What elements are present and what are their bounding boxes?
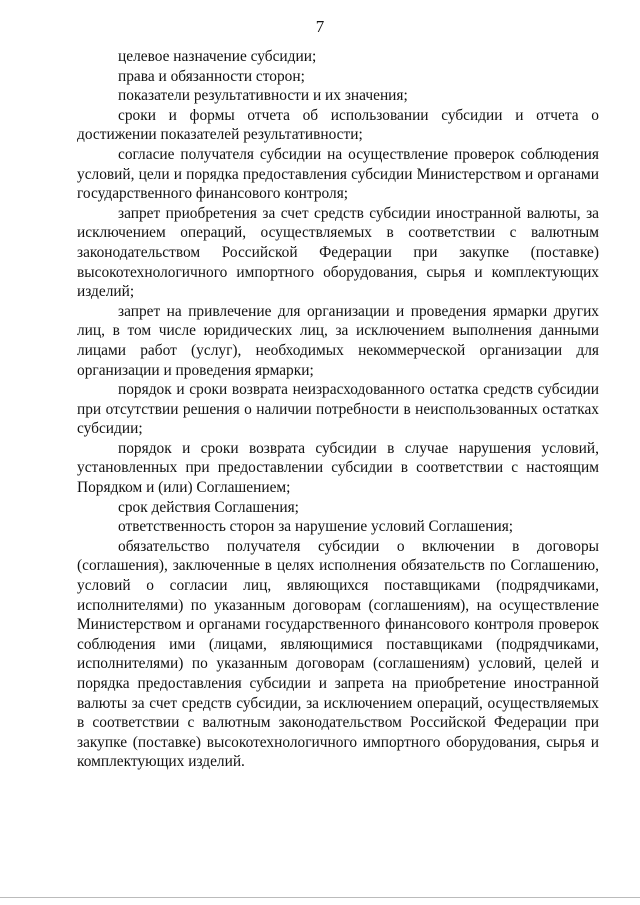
- paragraph-rights-duties: права и обязанности сторон;: [118, 67, 305, 85]
- paragraph-performance-indicators: показатели результативности и их значения;: [118, 87, 408, 105]
- document-body: [77, 47, 599, 772]
- paragraph-third-party-ban: запрет на привлечение для организации и проведения ярмарки других лиц, в том числе юридических лиц, за исключением выполнения данными лицами работ (услуг), необходимых некоммерческой организации для организации и проведения ярмарки;: [77, 302, 599, 379]
- paragraph-liability: ответственность сторон за нарушение условий Соглашения;: [118, 518, 514, 536]
- scan-bottom-edge: [0, 897, 640, 898]
- paragraph-remainder-return: порядок и сроки возврата неизрасходованного остатка средств субсидии при отсутствии решения о наличии потребности в неиспользованных остатках субсидии;: [77, 381, 599, 438]
- paragraph-violation-return: порядок и сроки возврата субсидии в случае нарушения условий, установленных при предоставлении субсидии в соответствии с настоящим Порядком и (или) Соглашением;: [77, 439, 599, 497]
- paragraph-inspection-consent: согласие получателя субсидии на осуществление проверок соблюдения условий, цели и порядка предоставления субсидии Министерством и органами государственного финансового контроля;: [77, 145, 599, 203]
- paragraph-report-terms: сроки и формы отчета об использовании субсидии и отчета о достижении показателей результативности;: [77, 106, 599, 144]
- paragraph-agreement-term: срок действия Соглашения;: [118, 498, 299, 516]
- paragraph-target-purpose: целевое назначение субсидии;: [118, 48, 317, 65]
- paragraph-currency-ban: запрет приобретения за счет средств субсидии иностранной валюты, за исключением операций, осуществляемых в соответствии с валютным законодательством Российской Федерации при закупке (поставке) высокотехнологичного импортного оборудования, сырья и комплектующих изделий;: [77, 204, 599, 301]
- paragraph-contract-obligation: обязательство получателя субсидии о включении в договоры (соглашения), заключенные в целях исполнения обязательств по Соглашению, условий о согласии лиц, являющихся поставщиками (подрядчиками, исполнителями) по указанным договорам (соглашениям), на осуществление Министерством и органами государственного финансового контроля проверок соблюдения ими (лицами, являющимися поставщиками (подрядчиками, исполнителями) по указанным договорам (соглашениям) условий, целей и порядка предоставления субсидии и запрета на приобретение иностранной валюты за счет средств субсидии, за исключением операций, осуществляемых в соответствии с валютным законодательством Российской Федерации при закупке (поставке) высокотехнологичного импортного оборудования, сырья и комплектующих изделий.: [77, 537, 599, 771]
- page-number: 7: [315, 17, 325, 36]
